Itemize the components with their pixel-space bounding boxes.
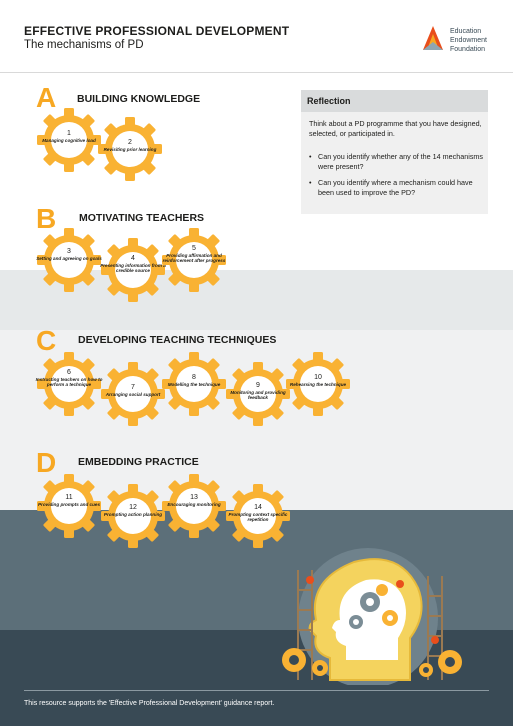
- page-subtitle: The mechanisms of PD: [24, 39, 144, 51]
- footer-divider: [24, 690, 489, 691]
- reflection-panel: [301, 90, 488, 214]
- reflection-list: [309, 152, 483, 204]
- section-title-a: BUILDING KNOWLEDGE: [77, 93, 201, 105]
- gear-mechanism-5: 5 Providing affirmation and reinforcement after progress: [160, 226, 228, 294]
- gear-mechanism-14: 14 Prompting context specific repetition: [224, 482, 292, 550]
- logo-text: Education Endowment Foundation: [450, 28, 487, 53]
- list-item: • Can you identify where a mechanism could have been used to improve the PD?: [309, 178, 483, 198]
- footer-note: This resource supports the 'Effective Professional Development' guidance report.: [24, 700, 275, 707]
- gear-mechanism-13: 13 Encouraging monitoring: [160, 472, 228, 540]
- section-letter-b: B: [36, 203, 57, 234]
- section-title-b: MOTIVATING TEACHERS: [79, 212, 205, 224]
- reflection-title: Reflection: [307, 96, 351, 106]
- gear-mechanism-11: 11 Providing prompts and cues: [35, 472, 103, 540]
- gear-mechanism-3: 3 Setting and agreeing on goals: [35, 226, 103, 294]
- page-title: EFFECTIVE PROFESSIONAL DEVELOPMENT: [24, 24, 290, 38]
- gear-mechanism-2: 2 Revisiting prior learning: [96, 115, 164, 183]
- gear-mechanism-6: 6 Instructing teachers on how to perform a technique: [35, 350, 103, 418]
- page-header: [0, 0, 513, 73]
- gear-mechanism-7: 7 Arranging social support: [99, 360, 167, 428]
- gear-mechanism-9: 9 Monitoring and providing feedback: [224, 360, 292, 428]
- section-letter-a: A: [36, 82, 57, 113]
- gear-mechanism-10: 10 Rehearsing the technique: [284, 350, 352, 418]
- reflection-header: [301, 90, 488, 112]
- reflection-intro: Think about a PD programme that you have designed, selected, or participated in.: [309, 119, 482, 138]
- list-item: • Can you identify whether any of the 14 mechanisms were present?: [309, 152, 483, 172]
- section-title-d: EMBEDDING PRACTICE: [78, 456, 199, 468]
- gear-mechanism-8: 8 Modelling the technique: [160, 350, 228, 418]
- section-letter-c: C: [36, 325, 57, 356]
- section-letter-d: D: [36, 447, 57, 478]
- head-gears-illustration-icon: [250, 540, 490, 685]
- gear-mechanism-1: 1 Managing cognitive load: [35, 106, 103, 174]
- section-title-c: DEVELOPING TEACHING TECHNIQUES: [78, 334, 277, 346]
- gear-mechanism-12: 12 Prompting action planning: [99, 482, 167, 550]
- gear-mechanism-4: 4 Presenting information from a credible source: [99, 236, 167, 304]
